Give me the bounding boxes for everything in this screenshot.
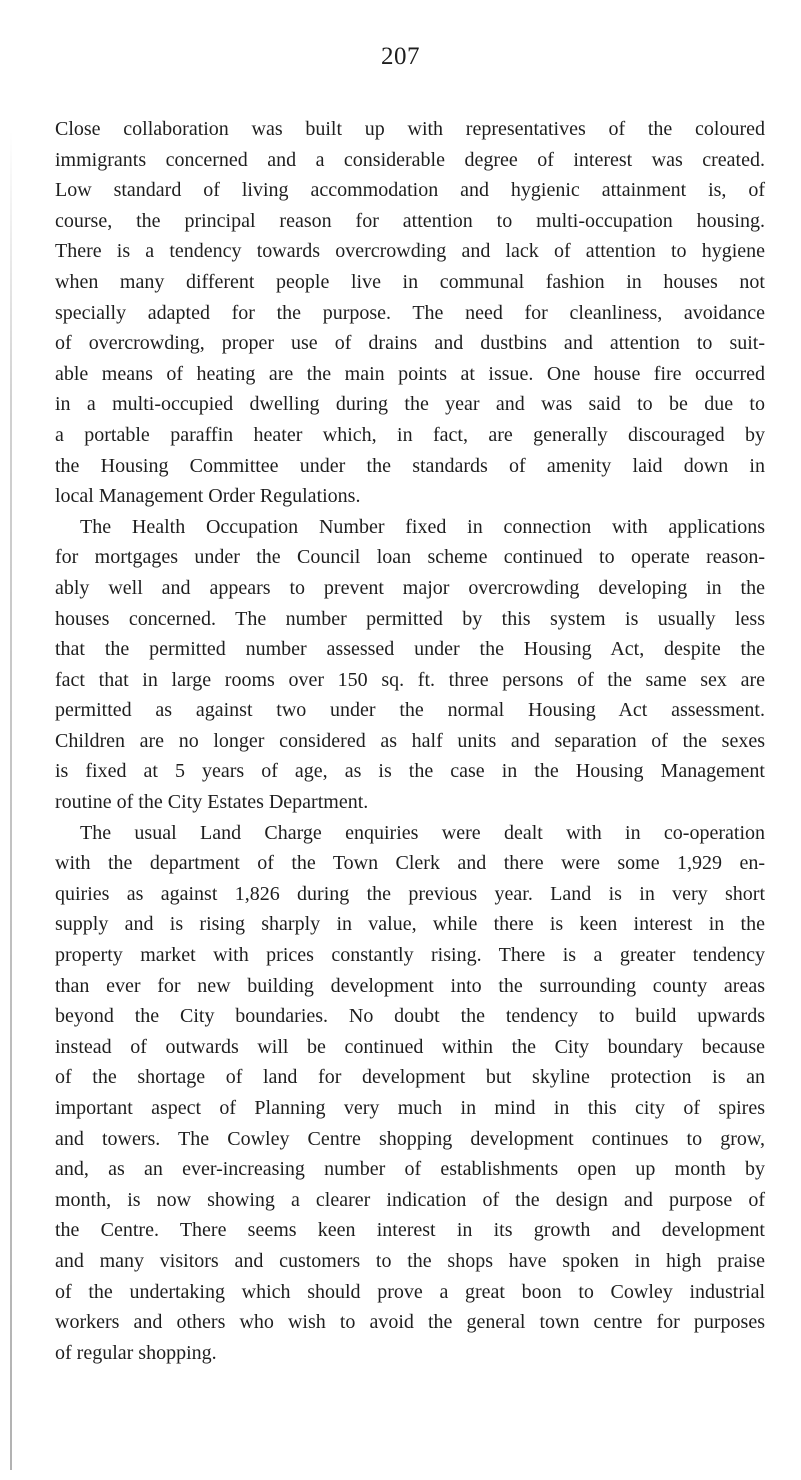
scan-edge-artefact (10, 130, 12, 1470)
text-line: routine of the City Estates Department. (55, 791, 369, 814)
text-line: Children are no longer considered as half units and separation of the sexes (55, 729, 765, 752)
body-text (55, 114, 765, 1368)
text-line: of regular shopping. (55, 1341, 217, 1364)
paragraph (55, 818, 765, 1369)
text-line: the Centre. There seems keen interest in its growth and development (55, 1219, 765, 1242)
text-line: fact that in large rooms over 150 sq. ft. three persons of the same sex are (55, 668, 765, 691)
page-number: 207 (381, 43, 420, 70)
paragraph (55, 114, 765, 512)
text-line: month, is now showing a clearer indication of the design and purpose of (55, 1188, 765, 1211)
text-line: of overcrowding, proper use of drains and dustbins and attention to suit- (55, 332, 765, 355)
text-line: The usual Land Charge enquiries were dealt with in co-operation (80, 821, 765, 844)
text-line: important aspect of Planning very much in mind in this city of spires (55, 1097, 765, 1119)
text-line: Low standard of living accommodation and hygienic attainment is, of (55, 179, 765, 202)
text-line: course, the principal reason for attention to multi-occupation housing. (55, 209, 765, 232)
text-line: of the undertaking which should prove a great boon to Cowley industrial (55, 1280, 765, 1303)
text-line: for mortgages under the Council loan scheme continued to operate reason- (55, 546, 765, 569)
text-line: in a multi-occupied dwelling during the year and was said to be due to (55, 393, 765, 416)
text-line: quiries as against 1,826 during the previous year. Land is in very short (55, 882, 765, 905)
text-line: local Management Order Regulations. (55, 485, 361, 508)
text-line: property market with prices constantly rising. There is a greater tendency (55, 944, 765, 967)
text-line: the Housing Committee under the standards of amenity laid down in (55, 454, 765, 477)
text-line: ably well and appears to prevent major overcrowding developing in the (55, 576, 765, 599)
text-line: with the department of the Town Clerk and there were some 1,929 en- (55, 852, 765, 875)
text-line: workers and others who wish to avoid the general town centre for purposes (55, 1311, 765, 1334)
text-line: Close collaboration was built up with representatives of the coloured (55, 118, 765, 140)
text-line: when many different people live in communal fashion in houses not (55, 270, 765, 293)
text-line: The Health Occupation Number fixed in connection with applications (80, 515, 765, 538)
text-line: and many visitors and customers to the shops have spoken in high praise (55, 1249, 765, 1272)
paragraph (55, 512, 765, 818)
text-line: permitted as against two under the normal Housing Act assessment. (55, 699, 765, 722)
text-line: that the permitted number assessed under the Housing Act, despite the (55, 638, 765, 661)
text-line: than ever for new building development into the surrounding county areas (55, 974, 765, 997)
text-line: supply and is rising sharply in value, while there is keen interest in the (55, 913, 765, 936)
text-line: able means of heating are the main points at issue. One house fire occurred (55, 362, 765, 385)
text-line: immigrants concerned and a considerable degree of interest was created. (55, 148, 765, 171)
text-line: and, as an ever-increasing number of establishments open up month by (55, 1158, 765, 1181)
text-line: houses concerned. The number permitted by this system is usually less (55, 607, 765, 630)
text-line: is fixed at 5 years of age, as is the case in the Housing Management (55, 760, 765, 783)
text-line: beyond the City boundaries. No doubt the tendency to build upwards (55, 1005, 765, 1028)
text-line: a portable paraffin heater which, in fact, are generally discouraged by (55, 423, 765, 446)
text-line: specially adapted for the purpose. The need for cleanliness, avoidance (55, 301, 765, 324)
text-line: instead of outwards will be continued within the City boundary because (55, 1035, 765, 1058)
text-line: of the shortage of land for development but skyline protection is an (55, 1066, 765, 1089)
text-line: and towers. The Cowley Centre shopping development continues to grow, (55, 1127, 765, 1150)
text-line: There is a tendency towards overcrowding and lack of attention to hygiene (55, 240, 765, 263)
